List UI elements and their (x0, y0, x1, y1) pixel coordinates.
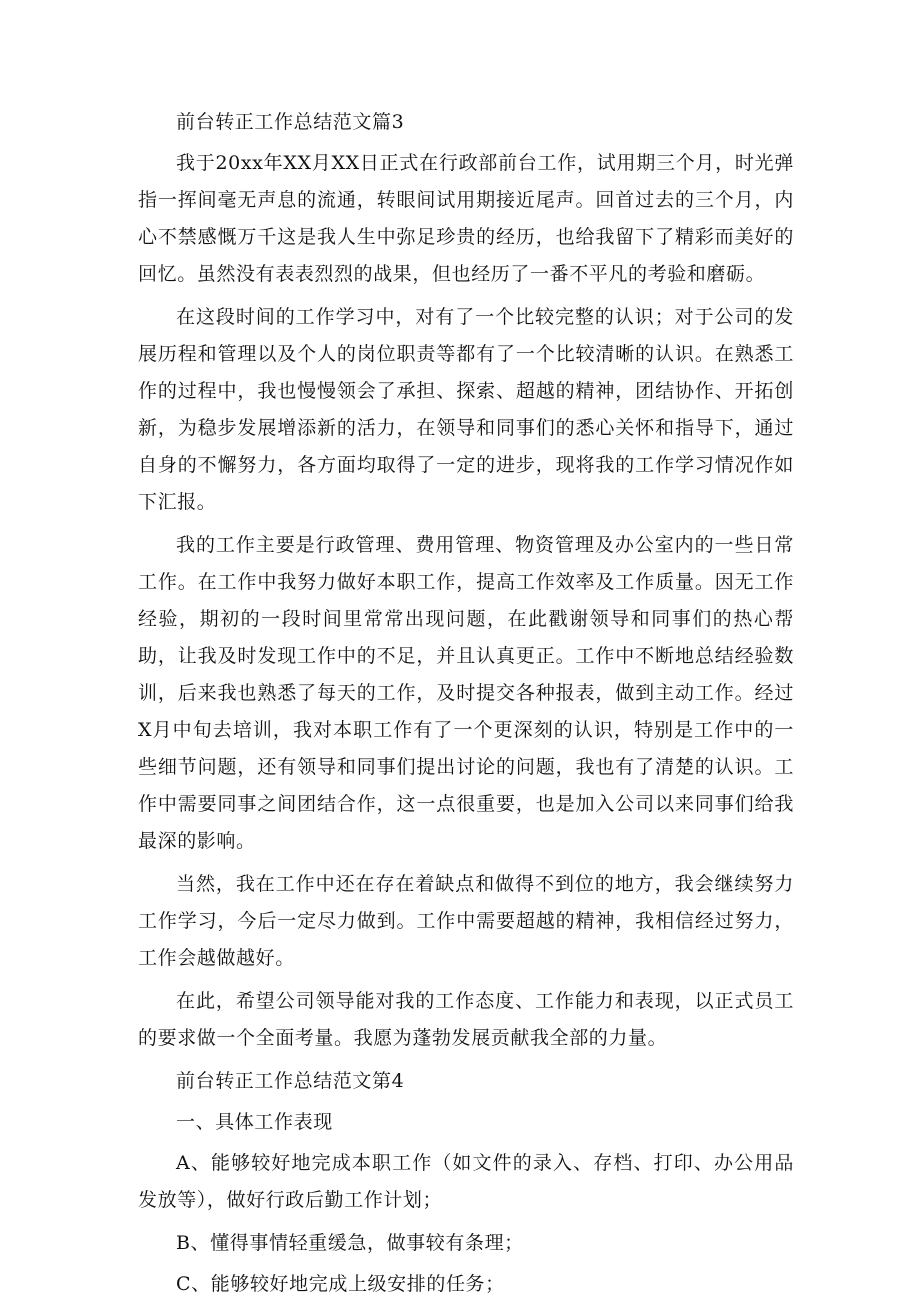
paragraph: 在此，希望公司领导能对我的工作态度、工作能力和表现，以正式员工的要求做一个全面考量。我愿为蓬勃发展贡献我全部的力量。 (138, 990, 794, 1049)
list-item: B、懂得事情轻重缓急，做事较有条理； (176, 1232, 524, 1254)
document-page (138, 104, 794, 1307)
list-item: C、能够较好地完成上级安排的任务； (176, 1273, 505, 1295)
list-item: A、能够较好地完成本职工作（如文件的录入、存档、打印、办公用品发放等），做好行政后勤工作计划； (138, 1152, 794, 1211)
section-heading: 前台转正工作总结范文第4 (176, 1070, 405, 1092)
paragraph: 我的工作主要是行政管理、费用管理、物资管理及办公室内的一些日常工作。在工作中我努力做好本职工作，提高工作效率及工作质量。因无工作经验，期初的一段时间里常常出现问题，在此戳谢领导和同事们的热心帮助，让我及时发现工作中的不足，并且认真更正。工作中不断地总结经验数训，后来我也熟悉了每天的工作，及时提交各种报表，做到主动工作。经过X月中旬去培训，我对本职工作有了一个更深刻的认识，特别是工作中的一些细节问题，还有领导和同事们提出讨论的问题，我也有了清楚的认识。工作中需要同事之间团结合作，这一点很重要，也是加入公司以来同事们给我最深的影响。 (138, 534, 794, 852)
paragraph: 当然，我在工作中还在存在着缺点和做得不到位的地方，我会继续努力工作学习，今后一定尽力做到。工作中需要超越的精神，我相信经过努力，工作会越做越好。 (138, 873, 794, 969)
subsection-heading: 一、具体工作表现 (176, 1111, 333, 1133)
paragraph: 在这段时间的工作学习中，对有了一个比较完整的认识；对于公司的发展历程和管理以及个人的岗位职责等都有了一个比较清晰的认识。在熟悉工作的过程中，我也慢慢领会了承担、探索、超越的精神，团结协作、开拓创新，为稳步发展增添新的活力，在领导和同事们的悉心关怀和指导下，通过自身的不懈努力，各方面均取得了一定的进步，现将我的工作学习情况作如下汇报。 (138, 306, 794, 513)
paragraph: 我于20xx年XX月XX日正式在行政部前台工作，试用期三个月，时光弹指一挥间毫无声息的流通，转眼间试用期接近尾声。回首过去的三个月，内心不禁感慨万千这是我人生中弥足珍贵的经历，也给我留下了精彩而美好的回忆。虽然没有表表烈烈的战果，但也经历了一番不平凡的考验和磨砺。 (138, 152, 794, 285)
section-heading: 前台转正工作总结范文篇3 (176, 111, 405, 133)
